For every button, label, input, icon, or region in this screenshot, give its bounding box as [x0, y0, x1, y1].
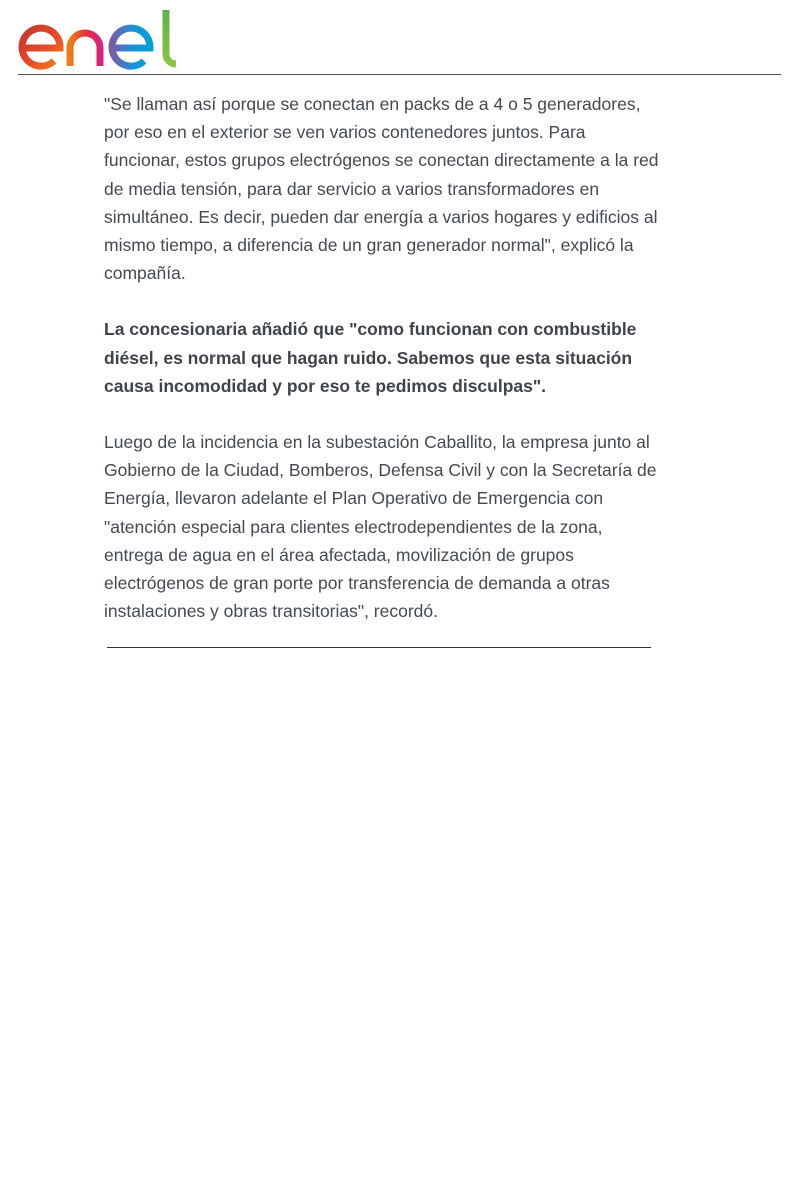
article-body: [104, 90, 664, 625]
enel-logo[interactable]: [16, 8, 181, 70]
article-paragraph: "Se llaman así porque se conectan en packs de a 4 o 5 generadores, por eso en el exterior se ven varios contenedores juntos. Para funcionar, estos grupos electrógenos se conectan directamente a la red de media tensión, para dar servicio a varios transformadores en simultáneo. Es decir, pueden dar energía a varios hogares y edificios al mismo tiempo, a diferencia de un gran generador normal", explicó la compañía.: [104, 94, 659, 284]
header-divider: [18, 74, 781, 75]
article-paragraph: Luego de la incidencia en la subestación Caballito, la empresa junto al Gobierno de la Ciudad, Bomberos, Defensa Civil y con la Secretaría de Energía, llevaron adelante el Plan Operativo de Emergencia con "atención especial para clientes electrodependientes de la zona, entrega de agua en el área afectada, movilización de grupos electrógenos de gran porte por transferencia de demanda a otras instalaciones y obras transitorias", recordó.: [104, 432, 657, 622]
article-quote-paragraph: La concesionaria añadió que "como funcionan con combustible diésel, es normal que hagan ruido. Sabemos que esta situación causa incomodidad y por eso te pedimos disculpas".: [104, 319, 637, 396]
site-header: [0, 0, 800, 76]
article-end-divider: [107, 647, 651, 648]
